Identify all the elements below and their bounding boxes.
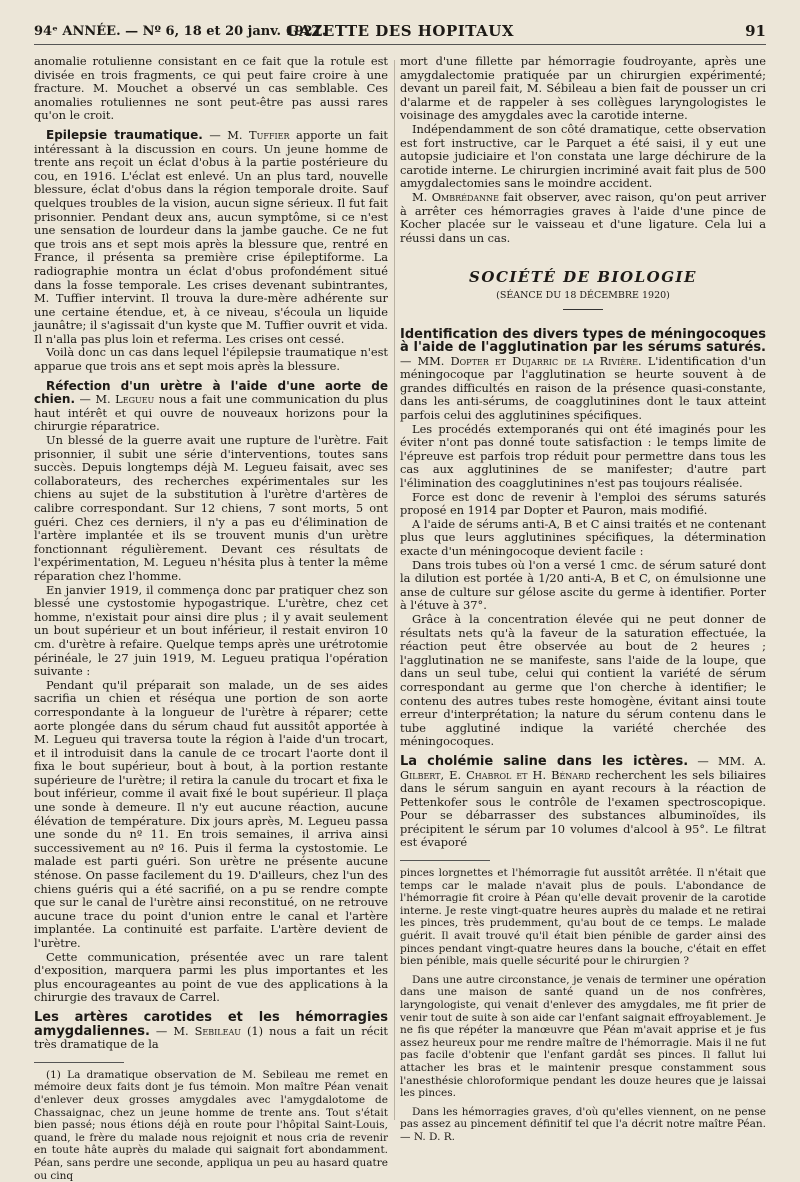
footnote-right-2: Dans une autre circonstance, je venais de terminer une opération dans une maison de santé quand un de nos confrères, laryngologiste, qui venait d'enlever des amygdales, me fit prier de venir tout de suite à son aide car l'enfant saignait effroyablement. Je ne fis que répéter la manœuvre que Péan m'avait apprise et je fus assez heureux pour me rendre maître de l'hémorragie. Mais il ne fut pas facile d'obtenir que l'enfant gardât ses pinces. Il fallut lui attacher les bras et le maintenir presque constamment sous l'anesthésie chloroformique pendant les douze heures que je laissai les pinces. <box>400 973 766 1100</box>
epilepsy-author: M. Tuffier <box>227 127 290 142</box>
column-divider <box>394 60 395 1120</box>
issue-info: 94ᵉ ANNÉE. — Nº 6, 18 et 20 janv. 1921. <box>34 24 327 39</box>
carotid-title: Les artères carotides et les hémorragies amygdaliennes. <box>34 1009 388 1039</box>
cholemia-text: recherchent les sels biliaires dans le sérum sanguin en ayant recours à la réaction de Pettenkofer sous le contrôle de l'examen spectroscopique. Pour se débarrasser des substances albuminoïdes, ils précipitent le sérum par 10 volumes d'alcool à 95°. Le filtrat est évaporé <box>400 767 766 850</box>
ureter-title: Réfection d'un urètre à l'aide d'une aorte de chien. <box>34 378 388 407</box>
cholemia-title: La cholémie saline dans les ictères. <box>400 753 689 769</box>
mening-paragraph-3: Force est donc de revenir à l'emploi des sérums saturés proposé en 1914 par Dopter et Pauron, mais modifié. <box>400 489 766 518</box>
journal-title: GAZETTE DES HOPITAUX <box>285 22 514 40</box>
carotid-paragraph-1: Les artères carotides et les hémorragies amygdaliennes. — M. Sebileau (1) nous a fait un récit très dramatique de la <box>34 1009 388 1052</box>
epilepsy-paragraph-2: Voilà donc un cas dans lequel l'épilepsie traumatique n'est apparue que trois ans et sept mois après la blessure. <box>34 345 388 374</box>
society-title: SOCIÉTÉ DE BIOLOGIE <box>469 268 697 287</box>
ureter-paragraph-2: Un blessé de la guerre avait une rupture de l'urètre. Fait prisonnier, il subit une série d'interventions, toutes sans succès. Depuis longtemps déjà M. Legueu faisait, avec ses collaborateurs, des recherches expérimentales sur les chiens au sujet de la substitution à l'urètre d'artères de calibre correspondant. Sur 12 chiens, 7 sont morts, 5 ont guéri. Chez ces derniers, il n'y a pas eu d'élimination de l'artère implantée et ils se trouvent munis d'un urètre fonctionnant régulièrement. Devant ces résultats de l'expérimentation, M. Legueu n'hésita plus à tenter la même réparation chez l'homme. <box>34 433 388 583</box>
mening-paragraph-5: Dans trois tubes où l'on a versé 1 cmc. de sérum saturé dont la dilution est portée à 1/20 anti-A, B et C, on émulsionne une anse de culture sur gélose ascite du germe à identifier. Porter à l'étuve à 37°. <box>400 557 766 613</box>
carotid-paragraph-3: Indépendamment de son côté dramatique, cette observation est fort instructive, car le Parquet a été saisi, il y eut une autopsie judiciaire et l'on constata une large déchirure de la carotide interne. Le chirurgien incriminé avait fait plus de 500 amygdalectomies sans le moindre accident. <box>400 121 766 191</box>
ureter-paragraph-1: Réfection d'un urètre à l'aide d'une aorte de chien. — M. Legueu nous a fait une communication du plus haut intérêt et qui ouvre de nouveaux horizons pour la chirurgie réparatrice. <box>34 378 389 434</box>
page-number: 91 <box>745 22 766 40</box>
intro-paragraph: anomalie rotulienne consistant en ce fait que la rotule est divisée en trois fragments, ce qui peut faire croire à une fracture. M. Mouchet a observé un cas semblable. Ces anomalies rotuliennes ne sont peut-être pas aussi rares qu'on le croit. <box>34 54 388 123</box>
epilepsy-paragraph-1: Epilepsie traumatique. — M. Tuffier apporte un fait intéressant à la discussion en cours. Un jeune homme de trente ans reçoit un éclat d'obus à la partie postérieure du cou, en 1916. L'éclat est enlevé. Un an plus tard, nouvelle blessure, éclat d'obus dans la région temporale droite. Sauf quelques troubles de la vision, aucun signe sérieux. Il fut fait prisonnier. Pendant deux ans, aucun symptôme, si ce n'est une sensation de lourdeur dans la jambe gauche. Ce ne fut que trois ans et sept mois après la blessure que, rentré en France, il présenta sa première crise épileptiforme. La radiographie montra un éclat d'obus profondément situé dans la fosse temporale. Les crises devenant subintrantes, M. Tuffier intervint. Il trouva la dure-mère adhérente sur une certaine étendue, et, à ce niveau, s'écoula un liquide jaunâtre; il s'agissait d'un kyste que M. Tuffier ouvrit et vida. Il n'alla pas plus loin et referma. Les crises ont cessé. <box>34 127 389 346</box>
carotid-author: M. Sebileau <box>173 1023 241 1038</box>
carotid-paragraph-4 <box>400 191 766 245</box>
ureter-paragraph-4: Pendant qu'il préparait son malade, un de ses aides sacrifia un chien et réséqua une portion de son aorte correspondante à la longueur de l'urètre à réparer; cette aorte plongée dans du sérum chaud fut aussitôt apportée à M. Legueu qui traversa toute la région à l'aide d'un trocart, et il introduisit dans la canule de ce trocart l'aorte dont il fixa le bout supérieur, bout à bout, à la portion restante supérieure de l'urètre; il retira la canule du trocart et fixa le bout inférieur, comme il avait fixé le bout supérieur. Il plaça une sonde à demeure. Il n'y eut aucune réaction, aucune élévation de température. Dix jours après, M. Legueu passa une sonde du nº 11. En trois semaines, il arriva ainsi successivement au nº 16. Puis il ferma la cystostomie. Le malade est parti guéri. Son urètre ne présente aucune sténose. On passe facilement du 19. D'ailleurs, chez l'un des chiens guéris qui a été sacrifié, on a pu se rendre compte que sur le canal de l'urètre ainsi reconstitué, on ne retrouve aucune trace du point d'union entre le canal et l'artère implantée. La continuité est parfaite. L'artère devient de l'urètre. <box>34 677 388 950</box>
footnote-right-1: pinces lorgnettes et l'hémorragie fut aussitôt arrêtée. Il n'était que temps car le malade n'avait plus de pouls. L'abondance de l'hémorragie fit croire à Péan qu'elle devait provenir de la carotide interne. Je reste vingt-quatre heures auprès du malade et ne retirai les pinces, très prudemment, qu'au bout de ce temps. Le malade guérit. Il avait trouvé qu'il était bien pénible de garder ainsi des pinces pendant vingt-quatre heures dans la bouche, c'était en effet bien pénible, mais quelle sécurité pour le chirurgien ? <box>400 867 766 968</box>
ureter-text: nous a fait une communication du plus haut intérêt et qui ouvre de nouveaux horizons pour la chirurgie réparatrice. <box>34 392 389 434</box>
right-column <box>400 54 766 1143</box>
epilepsy-text: apporte un fait intéressant à la discussion en cours. Un jeune homme de trente ans reçoit un éclat d'obus à la partie postérieure du cou, en 1916. L'éclat est enlevé. Un an plus tard, nouvelle blessure, éclat d'obus dans la région temporale droite. Sauf quelques troubles de la vision, aucun signe sérieux. Il fut fait prisonnier. Pendant deux ans, aucun symptôme, si ce n'est une sensation de lourdeur dans la jambe gauche. Ce ne fut que trois ans et sept mois après la blessure que, rentré en France, il présenta sa première crise épileptiforme. La radiographie montra un éclat d'obus profondément situé dans la fosse temporale. Les crises devenant subintrantes, M. Tuffier intervint. Il trouva la dure-mère adhérente sur une certaine étendue, et, à ce niveau, s'écoula un liquide jaunâtre; il s'agissait d'un kyste que M. Tuffier ouvrit et vida. Il n'alla pas plus loin et referma. Les crises ont cessé. <box>34 127 389 346</box>
footnote-right-3: Dans les hémorragies graves, d'où qu'elles viennent, on ne pense pas assez au pincement définitif tel que l'a décrit notre maître Péan. — N. D. R. <box>400 1105 766 1143</box>
section-rule <box>563 309 603 310</box>
ureter-paragraph-5: Cette communication, présentée avec un rare talent d'exposition, marquera parmi les plus importantes et les plus encourageantes au point de vue des applications à la chirurgie des travaux de Carrel. <box>34 949 388 1005</box>
footnote-rule <box>34 1062 124 1063</box>
mening-paragraph-6: Grâce à la concentration élevée qui ne peut donner de résultats nets qu'à la faveur de la saturation effectuée, la réaction peut être observée au bout de 2 heures ; l'agglutination ne se manifeste, sans l'aide de la loupe, que dans un seul tube, celui qui contient la variété de sérum correspondant au germe que l'on cherche à identifier; le contenu des autres tubes reste homogène, évitant ainsi toute erreur d'interprétation; la nature du sérum contenu dans le tube agglutiné indique la variété cherchée des méningocoques. <box>400 611 766 749</box>
footnote-left: (1) La dramatique observation de M. Sebileau me remet en mémoire deux faits dont je fus témoin. Mon maître Péan venait d'enlever deux grosses amygdales avec l'amygdalotome de Chassaignac, chez un jeune homme de trente ans. Tout s'était bien passé; nous étions déjà en route pour l'hôpital Saint-Louis, quand, le frère du malade nous rejoignit et nous cria de revenir en toute hâte auprès du malade qui saignait fort abondamment. Péan, sans perdre une seconde, appliqua un peu au hasard quatre ou cinq <box>34 1068 388 1182</box>
ureter-paragraph-3: En janvier 1919, il commença donc par pratiquer chez son blessé une cystostomie hypogastrique. L'urètre, chez cet homme, n'existait pour ainsi dire plus ; il y avait seulement un bout supérieur et un bout inférieur, il restait environ 10 cm. d'urètre à refaire. Quelque temps après une urétrotomie périnéale, le 27 juin 1919, M. Legueu pratiqua l'opération suivante : <box>34 582 388 679</box>
session-date: (SÉANCE DU 18 DÉCEMBRE 1920) <box>496 289 670 301</box>
mening-authors: MM. Dopter et Dujarric de la Rivière. <box>417 353 642 368</box>
cholemia-paragraph: La cholémie saline dans les ictères. — MM. A. Gilbert, E. Chabrol et H. Bénard recherchent les sels biliaires dans le sérum sanguin en ayant recours à la réaction de Pettenkofer sous le contrôle de l'examen spectroscopique. Pour se débarrasser des substances albuminoïdes, ils précipitent le sérum par 10 volumes d'alcool à 95°. Le filtrat est évaporé <box>400 753 766 850</box>
footnote-rule-right <box>400 860 490 861</box>
carotid-text: (1) nous a fait un récit très dramatique de la <box>34 1023 388 1052</box>
cholemia-authors: MM. A. Gilbert, E. Chabrol et H. Bénard <box>400 753 766 782</box>
ombredanne-author: M. Ombrédanne <box>412 189 499 204</box>
page-header <box>34 22 766 45</box>
epilepsy-title: Epilepsie traumatique. <box>46 127 203 142</box>
mening-paragraph-1: Identification des divers types de méningocoques à l'aide de l'agglutination par les sérums saturés. — MM. Dopter et Dujarric de la Rivière. L'identification d'un méningocoque par l'agglutination se heurte souvent à de grandes difficultés en raison de la présence quasi-constante, dans les anti-sérums, de coagglutinines dont le taux atteint parfois celui des agglutinines spécifiques. <box>400 326 766 423</box>
carotid-paragraph-2: mort d'une fillette par hémorragie foudroyante, après une amygdalectomie pratiquée par un chirurgien expérimenté; devant un pareil fait, M. Sébileau a bien fait de pousser un cri d'alarme et de rappeler à ses collègues laryngologistes le voisinage des amygdales avec la carotide interne. <box>400 54 766 123</box>
mening-paragraph-2: Les procédés extemporanés qui ont été imaginés pour les éviter n'ont pas donné toute satisfaction : le temps limite de l'épreuve est parfois trop réduit pour permettre dans tous les cas aux agglutinines de se manifester; d'autre part l'élimination des coagglutinines n'est pas toujours réalisée. <box>400 421 766 491</box>
mening-title: Identification des divers types de méningocoques à l'aide de l'agglutination par les sérums saturés. <box>400 326 766 356</box>
mening-paragraph-4: A l'aide de sérums anti-A, B et C ainsi traités et ne contenant plus que leurs agglutinines spécifiques, la détermination exacte d'un méningocoque devient facile : <box>400 516 766 558</box>
left-column <box>34 54 389 1182</box>
ureter-author: M. Legueu <box>95 392 155 407</box>
mening-text: L'identification d'un méningocoque par l'agglutination se heurte souvent à de grandes difficultés en raison de la présence quasi-constante, dans les anti-sérums, de coagglutinines dont le taux atteint parfois celui des agglutinines spécifiques. <box>400 353 766 423</box>
ombredanne-text: fait observer, avec raison, qu'on peut arriver à arrêter ces hémorragies graves à l'aide d'une pince de Kocher placée sur le vaisseau et d'une ligature. Cela lui a réussi dans un cas. <box>400 189 766 245</box>
